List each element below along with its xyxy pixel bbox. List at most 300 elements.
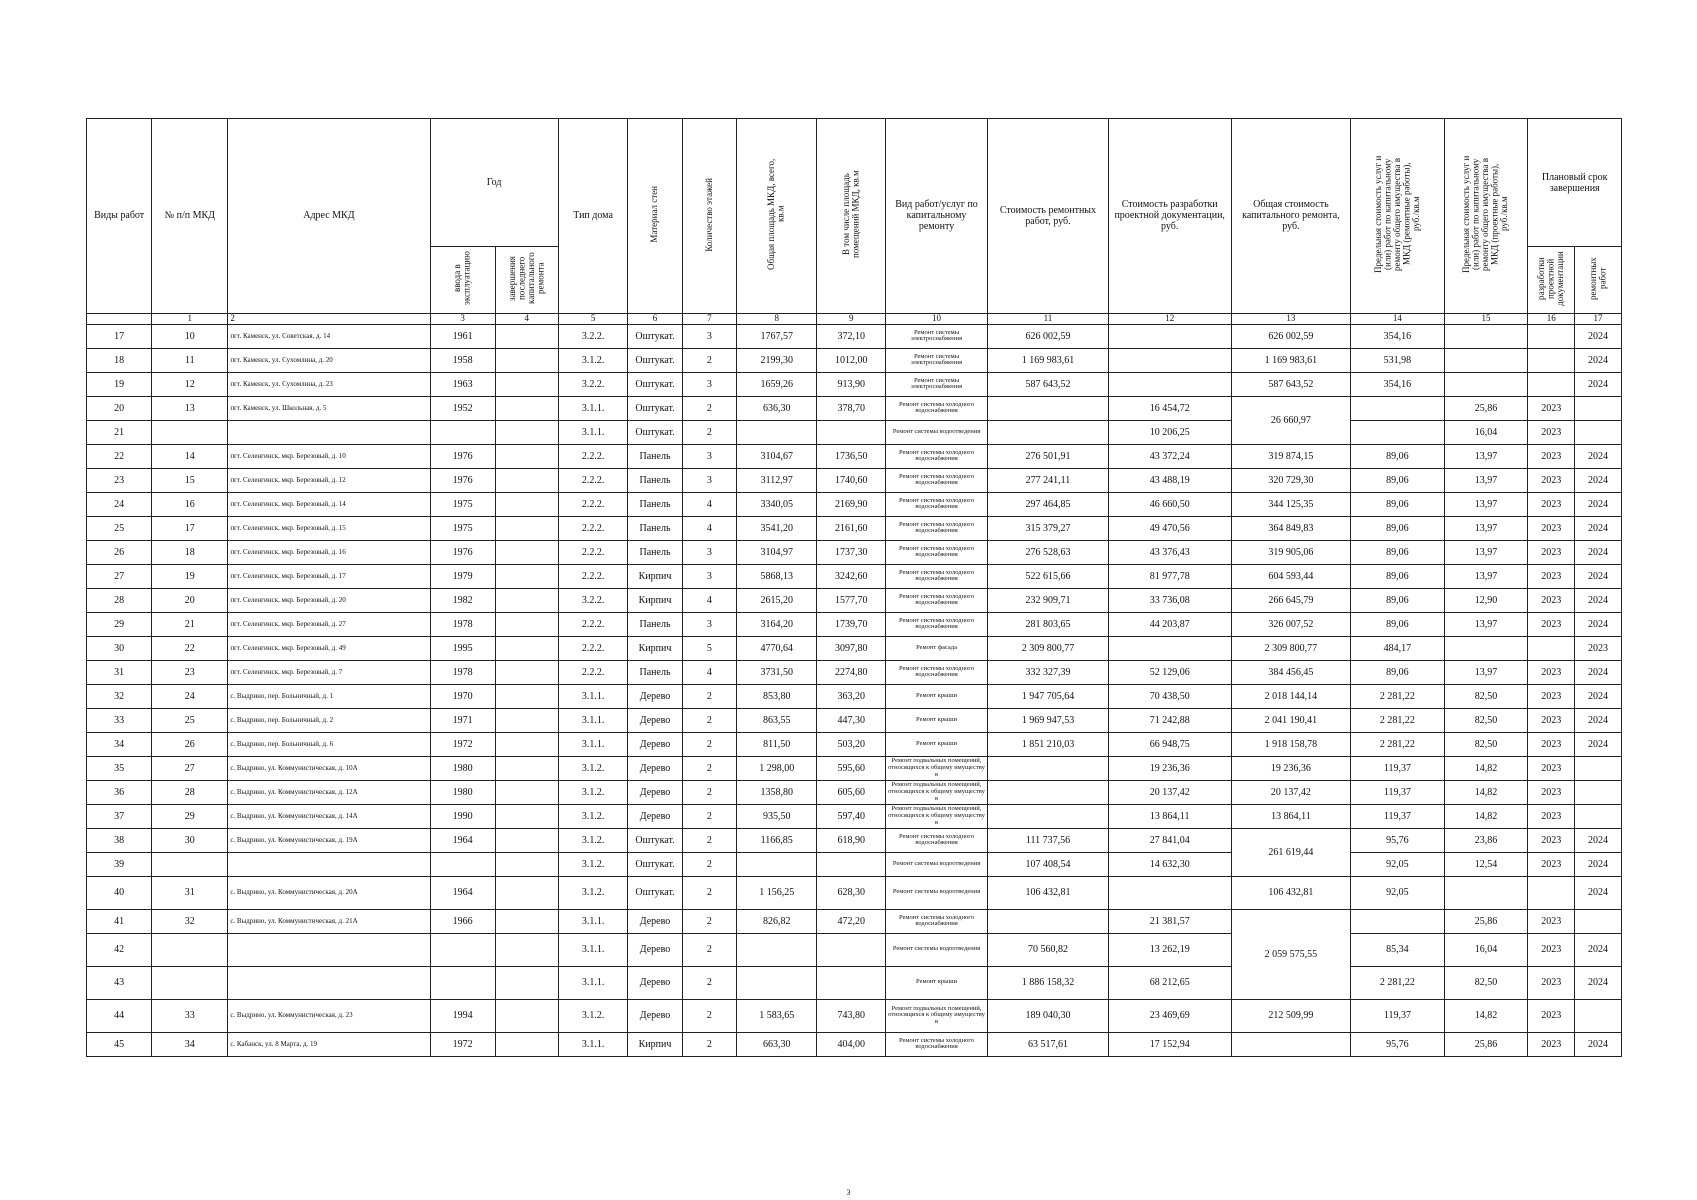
cell-work-kind: Ремонт крыши (885, 684, 987, 708)
col-number: 3 (430, 313, 495, 324)
cell-repair-cost: 587 643,52 (988, 372, 1109, 396)
cell-mkd-number: 12 (152, 372, 228, 396)
cell-wall-material: Панель (628, 660, 682, 684)
cell-limit-repair: 119,37 (1351, 756, 1444, 780)
cell-limit-design: 25,86 (1444, 1032, 1528, 1056)
cell-wall-material: Кирпич (628, 564, 682, 588)
cell-floors: 2 (682, 804, 736, 828)
cell-row-index: 45 (87, 1032, 152, 1056)
cell-address: пгт. Селенгинск, мкр. Березовый, д. 49 (228, 636, 430, 660)
cell-floors: 2 (682, 708, 736, 732)
cell-design-cost (1108, 324, 1231, 348)
cell-design-cost: 44 203,87 (1108, 612, 1231, 636)
cell-deadline-design: 2023 (1528, 828, 1575, 852)
cell-repair-cost: 70 560,82 (988, 933, 1109, 966)
cell-limit-design: 82,50 (1444, 708, 1528, 732)
cell-limit-repair: 89,06 (1351, 660, 1444, 684)
table-row (87, 372, 1622, 396)
cell-design-cost: 16 454,72 (1108, 396, 1231, 420)
cell-commission-year (430, 933, 495, 966)
cell-deadline-design: 2023 (1528, 612, 1575, 636)
cell-work-kind: Ремонт системы холодного водоснабжения (885, 1032, 987, 1056)
cell-house-type: 3.2.2. (558, 588, 628, 612)
cell-total-cost (1231, 1032, 1351, 1056)
cell-design-cost (1108, 876, 1231, 909)
page-number: 3 (846, 1188, 851, 1197)
table-body (87, 324, 1622, 1056)
cell-floors: 5 (682, 636, 736, 660)
cell-wall-material: Кирпич (628, 636, 682, 660)
cell-commission-year: 1978 (430, 660, 495, 684)
cell-mkd-number: 20 (152, 588, 228, 612)
table-row (87, 540, 1622, 564)
cell-commission-year (430, 420, 495, 444)
cell-repair-cost (988, 396, 1109, 420)
cell-total-area: 1 298,00 (737, 756, 817, 780)
cell-mkd-number (152, 420, 228, 444)
cell-commission-year: 1976 (430, 444, 495, 468)
cell-mkd-number: 18 (152, 540, 228, 564)
table-row (87, 468, 1622, 492)
cell-total-area: 1 156,25 (737, 876, 817, 909)
cell-last-repair-year (495, 660, 558, 684)
cell-floors: 2 (682, 348, 736, 372)
cell-commission-year: 1995 (430, 636, 495, 660)
cell-address: с. Выдрино, пер. Больничный, д. 2 (228, 708, 430, 732)
cell-total-area: 4770,64 (737, 636, 817, 660)
cell-total-area: 2615,20 (737, 588, 817, 612)
cell-address: пгт. Селенгинск, мкр. Березовый, д. 10 (228, 444, 430, 468)
cell-mkd-number (152, 933, 228, 966)
cell-total-area: 863,55 (737, 708, 817, 732)
cell-deadline-design: 2023 (1528, 909, 1575, 933)
cell-house-type: 2.2.2. (558, 660, 628, 684)
cell-mkd-number: 16 (152, 492, 228, 516)
cell-house-type: 2.2.2. (558, 444, 628, 468)
cell-house-type: 2.2.2. (558, 468, 628, 492)
cell-work-kind: Ремонт системы водоотведения (885, 933, 987, 966)
cell-commission-year: 1980 (430, 756, 495, 780)
cell-row-index: 39 (87, 852, 152, 876)
cell-wall-material: Дерево (628, 756, 682, 780)
header-year: Год (430, 119, 558, 247)
cell-mkd-number: 19 (152, 564, 228, 588)
cell-floors: 3 (682, 324, 736, 348)
cell-work-kind: Ремонт системы холодного водоснабжения (885, 588, 987, 612)
cell-address: с. Выдрино, ул. Коммунистическая, д. 12А (228, 780, 430, 804)
cell-house-type: 3.1.1. (558, 396, 628, 420)
cell-premises-area: 2169,90 (817, 492, 885, 516)
cell-address (228, 933, 430, 966)
cell-address: пгт. Каменск, ул. Советская, д. 14 (228, 324, 430, 348)
cell-commission-year: 1964 (430, 828, 495, 852)
cell-premises-area: 3097,80 (817, 636, 885, 660)
cell-deadline-design (1528, 324, 1575, 348)
cell-limit-design: 14,82 (1444, 804, 1528, 828)
cell-total-area: 1358,80 (737, 780, 817, 804)
cell-commission-year: 1976 (430, 540, 495, 564)
cell-premises-area: 1577,70 (817, 588, 885, 612)
cell-commission-year (430, 966, 495, 999)
cell-total-area: 3541,20 (737, 516, 817, 540)
header-repair-cost: Стоимость ремонтных работ, руб. (988, 119, 1109, 314)
cell-last-repair-year (495, 876, 558, 909)
cell-limit-design: 82,50 (1444, 732, 1528, 756)
table-row (87, 396, 1622, 420)
header-planned-deadline: Плановый срок завершения (1528, 119, 1622, 247)
cell-repair-cost: 1 886 158,32 (988, 966, 1109, 999)
cell-house-type: 3.1.1. (558, 684, 628, 708)
cell-floors: 2 (682, 1032, 736, 1056)
cell-deadline-repair: 2023 (1575, 636, 1622, 660)
cell-last-repair-year (495, 909, 558, 933)
cell-limit-repair: 119,37 (1351, 780, 1444, 804)
cell-work-kind: Ремонт системы водоотведения (885, 852, 987, 876)
cell-limit-design: 23,86 (1444, 828, 1528, 852)
cell-premises-area: 1012,00 (817, 348, 885, 372)
cell-total-area: 3340,05 (737, 492, 817, 516)
cell-premises-area: 2161,60 (817, 516, 885, 540)
cell-premises-area: 503,20 (817, 732, 885, 756)
cell-deadline-repair: 2024 (1575, 708, 1622, 732)
cell-limit-design: 12,90 (1444, 588, 1528, 612)
cell-floors: 3 (682, 612, 736, 636)
cell-last-repair-year (495, 852, 558, 876)
cell-limit-design (1444, 876, 1528, 909)
cell-commission-year: 1972 (430, 732, 495, 756)
cell-deadline-design: 2023 (1528, 516, 1575, 540)
cell-work-kind: Ремонт системы холодного водоснабжения (885, 468, 987, 492)
cell-row-index: 21 (87, 420, 152, 444)
cell-wall-material: Оштукат. (628, 396, 682, 420)
cell-address: с. Выдрино, пер. Больничный, д. 6 (228, 732, 430, 756)
cell-total-cost: 2 018 144,14 (1231, 684, 1351, 708)
cell-address: с. Выдрино, ул. Коммунистическая, д. 21А (228, 909, 430, 933)
cell-total-area: 935,50 (737, 804, 817, 828)
cell-deadline-repair (1575, 780, 1622, 804)
cell-last-repair-year (495, 444, 558, 468)
cell-wall-material: Панель (628, 468, 682, 492)
col-number: 12 (1108, 313, 1231, 324)
cell-work-kind: Ремонт подвальных помещений, относящихся к общему имуществу в (885, 756, 987, 780)
cell-premises-area: 618,90 (817, 828, 885, 852)
cell-row-index: 43 (87, 966, 152, 999)
cell-address: пгт. Селенгинск, мкр. Березовый, д. 15 (228, 516, 430, 540)
cell-deadline-repair: 2024 (1575, 966, 1622, 999)
cell-address (228, 966, 430, 999)
cell-design-cost: 43 372,24 (1108, 444, 1231, 468)
cell-design-cost: 23 469,69 (1108, 999, 1231, 1032)
cell-limit-design (1444, 636, 1528, 660)
cell-house-type: 3.1.2. (558, 852, 628, 876)
cell-deadline-design (1528, 372, 1575, 396)
cell-mkd-number: 22 (152, 636, 228, 660)
cell-deadline-design: 2023 (1528, 732, 1575, 756)
cell-design-cost: 43 376,43 (1108, 540, 1231, 564)
cell-commission-year: 1982 (430, 588, 495, 612)
cell-work-kind: Ремонт крыши (885, 732, 987, 756)
cell-premises-area: 1736,50 (817, 444, 885, 468)
table-row (87, 756, 1622, 780)
cell-address (228, 420, 430, 444)
cell-wall-material: Оштукат. (628, 324, 682, 348)
cell-wall-material: Панель (628, 516, 682, 540)
cell-address: с. Выдрино, пер. Больничный, д. 1 (228, 684, 430, 708)
cell-total-area: 1 583,65 (737, 999, 817, 1032)
col-number: 14 (1351, 313, 1444, 324)
col-number: 16 (1528, 313, 1575, 324)
cell-deadline-repair: 2024 (1575, 1032, 1622, 1056)
cell-deadline-design: 2023 (1528, 780, 1575, 804)
cell-limit-design: 13,97 (1444, 468, 1528, 492)
cell-last-repair-year (495, 708, 558, 732)
cell-mkd-number: 29 (152, 804, 228, 828)
cell-work-kind: Ремонт системы холодного водоснабжения (885, 540, 987, 564)
cell-floors: 3 (682, 444, 736, 468)
cell-deadline-repair: 2024 (1575, 660, 1622, 684)
cell-limit-design: 13,97 (1444, 660, 1528, 684)
cell-floors: 2 (682, 756, 736, 780)
cell-wall-material: Панель (628, 612, 682, 636)
cell-repair-cost: 106 432,81 (988, 876, 1109, 909)
cell-deadline-design: 2023 (1528, 396, 1575, 420)
cell-design-cost: 14 632,30 (1108, 852, 1231, 876)
table-row (87, 708, 1622, 732)
cell-repair-cost: 281 803,65 (988, 612, 1109, 636)
cell-work-kind: Ремонт системы холодного водоснабжения (885, 396, 987, 420)
cell-last-repair-year (495, 933, 558, 966)
cell-address: пгт. Селенгинск, мкр. Березовый, д. 20 (228, 588, 430, 612)
cell-repair-cost: 522 615,66 (988, 564, 1109, 588)
cell-work-kind: Ремонт системы холодного водоснабжения (885, 516, 987, 540)
cell-floors: 2 (682, 909, 736, 933)
cell-house-type: 3.1.2. (558, 348, 628, 372)
cell-total-area: 3731,50 (737, 660, 817, 684)
cell-row-index: 29 (87, 612, 152, 636)
cell-wall-material: Кирпич (628, 588, 682, 612)
cell-total-cost: 106 432,81 (1231, 876, 1351, 909)
cell-total-cost: 19 236,36 (1231, 756, 1351, 780)
cell-total-area: 1767,57 (737, 324, 817, 348)
cell-limit-design: 13,97 (1444, 564, 1528, 588)
cell-total-area: 3112,97 (737, 468, 817, 492)
cell-commission-year: 1963 (430, 372, 495, 396)
cell-limit-design (1444, 372, 1528, 396)
cell-deadline-design: 2023 (1528, 444, 1575, 468)
cell-house-type: 2.2.2. (558, 516, 628, 540)
cell-address: пгт. Селенгинск, мкр. Березовый, д. 16 (228, 540, 430, 564)
cell-wall-material: Дерево (628, 780, 682, 804)
table-row (87, 324, 1622, 348)
cell-house-type: 2.2.2. (558, 540, 628, 564)
cell-premises-area: 595,60 (817, 756, 885, 780)
table-row (87, 516, 1622, 540)
cell-total-area: 663,30 (737, 1032, 817, 1056)
cell-work-kind: Ремонт системы холодного водоснабжения (885, 564, 987, 588)
cell-total-cost: 384 456,45 (1231, 660, 1351, 684)
cell-deadline-repair: 2024 (1575, 348, 1622, 372)
header-limit-design: Предельная стоимость услуг и (или) работ по капитальному ремонту общего имущества в МКД (проектные работы), руб./кв.м (1444, 119, 1528, 314)
cell-limit-repair: 92,05 (1351, 876, 1444, 909)
capital-repair-table (86, 118, 1622, 1057)
table-row (87, 999, 1622, 1032)
cell-commission-year: 1978 (430, 612, 495, 636)
cell-total-area (737, 933, 817, 966)
header-row-numbers (87, 313, 1622, 324)
cell-last-repair-year (495, 780, 558, 804)
cell-commission-year: 1952 (430, 396, 495, 420)
cell-wall-material: Оштукат. (628, 852, 682, 876)
cell-last-repair-year (495, 684, 558, 708)
cell-design-cost: 27 841,04 (1108, 828, 1231, 852)
cell-premises-area: 372,10 (817, 324, 885, 348)
table-row (87, 684, 1622, 708)
cell-total-cost: 344 125,35 (1231, 492, 1351, 516)
cell-deadline-repair: 2024 (1575, 828, 1622, 852)
cell-deadline-design: 2023 (1528, 588, 1575, 612)
cell-last-repair-year (495, 468, 558, 492)
cell-repair-cost: 276 501,91 (988, 444, 1109, 468)
cell-deadline-design: 2023 (1528, 999, 1575, 1032)
cell-deadline-repair: 2024 (1575, 933, 1622, 966)
cell-total-area: 5868,13 (737, 564, 817, 588)
header-work-kind: Вид работ/услуг по капитальному ремонту (885, 119, 987, 314)
cell-row-index: 27 (87, 564, 152, 588)
cell-design-cost: 70 438,50 (1108, 684, 1231, 708)
cell-repair-cost: 276 528,63 (988, 540, 1109, 564)
cell-design-cost: 21 381,57 (1108, 909, 1231, 933)
cell-limit-repair: 89,06 (1351, 588, 1444, 612)
cell-mkd-number: 27 (152, 756, 228, 780)
cell-mkd-number: 10 (152, 324, 228, 348)
cell-deadline-design: 2023 (1528, 564, 1575, 588)
cell-commission-year: 1980 (430, 780, 495, 804)
col-number: 10 (885, 313, 987, 324)
cell-house-type: 3.1.1. (558, 708, 628, 732)
cell-work-kind: Ремонт системы водоотведения (885, 420, 987, 444)
cell-row-index: 31 (87, 660, 152, 684)
cell-row-index: 18 (87, 348, 152, 372)
cell-row-index: 35 (87, 756, 152, 780)
cell-house-type: 2.2.2. (558, 636, 628, 660)
cell-commission-year (430, 852, 495, 876)
cell-address: пгт. Селенгинск, мкр. Березовый, д. 17 (228, 564, 430, 588)
cell-deadline-design: 2023 (1528, 708, 1575, 732)
cell-repair-cost (988, 420, 1109, 444)
cell-work-kind: Ремонт системы холодного водоснабжения (885, 492, 987, 516)
cell-house-type: 3.1.1. (558, 933, 628, 966)
cell-premises-area (817, 966, 885, 999)
cell-mkd-number: 26 (152, 732, 228, 756)
cell-limit-design: 82,50 (1444, 966, 1528, 999)
cell-deadline-design: 2023 (1528, 660, 1575, 684)
cell-mkd-number: 30 (152, 828, 228, 852)
cell-total-area: 1659,26 (737, 372, 817, 396)
cell-house-type: 2.2.2. (558, 492, 628, 516)
cell-wall-material: Дерево (628, 933, 682, 966)
cell-house-type: 3.1.2. (558, 876, 628, 909)
cell-deadline-repair: 2024 (1575, 516, 1622, 540)
cell-deadline-repair: 2024 (1575, 564, 1622, 588)
cell-commission-year: 1975 (430, 516, 495, 540)
cell-total-cost: 2 041 190,41 (1231, 708, 1351, 732)
cell-wall-material: Оштукат. (628, 876, 682, 909)
cell-commission-year: 1970 (430, 684, 495, 708)
cell-limit-design: 25,86 (1444, 909, 1528, 933)
cell-design-cost: 20 137,42 (1108, 780, 1231, 804)
cell-premises-area: 913,90 (817, 372, 885, 396)
cell-last-repair-year (495, 564, 558, 588)
header-deadline-design: разработки проектной документации (1528, 247, 1575, 314)
cell-limit-repair: 89,06 (1351, 468, 1444, 492)
cell-wall-material: Панель (628, 444, 682, 468)
cell-mkd-number: 15 (152, 468, 228, 492)
table-row (87, 588, 1622, 612)
cell-limit-design: 13,97 (1444, 516, 1528, 540)
cell-house-type: 3.1.2. (558, 780, 628, 804)
cell-last-repair-year (495, 999, 558, 1032)
cell-limit-repair: 354,16 (1351, 372, 1444, 396)
cell-total-cost: 319 874,15 (1231, 444, 1351, 468)
cell-deadline-design: 2023 (1528, 492, 1575, 516)
cell-house-type: 3.1.2. (558, 828, 628, 852)
cell-wall-material: Дерево (628, 684, 682, 708)
cell-premises-area: 605,60 (817, 780, 885, 804)
cell-premises-area (817, 852, 885, 876)
cell-total-area (737, 966, 817, 999)
cell-floors: 3 (682, 468, 736, 492)
col-number: 6 (628, 313, 682, 324)
cell-mkd-number: 31 (152, 876, 228, 909)
cell-floors: 2 (682, 396, 736, 420)
cell-deadline-repair: 2024 (1575, 324, 1622, 348)
cell-premises-area: 2274,80 (817, 660, 885, 684)
cell-limit-repair: 2 281,22 (1351, 966, 1444, 999)
header-floors: Количество этажей (682, 119, 736, 314)
cell-limit-repair: 95,76 (1351, 828, 1444, 852)
cell-total-cost: 587 643,52 (1231, 372, 1351, 396)
cell-design-cost: 13 262,19 (1108, 933, 1231, 966)
cell-row-index: 19 (87, 372, 152, 396)
cell-repair-cost (988, 780, 1109, 804)
cell-row-index: 22 (87, 444, 152, 468)
cell-last-repair-year (495, 516, 558, 540)
cell-mkd-number: 14 (152, 444, 228, 468)
table-row (87, 852, 1622, 876)
cell-repair-cost: 63 517,61 (988, 1032, 1109, 1056)
table-row (87, 909, 1622, 933)
cell-address: пгт. Селенгинск, мкр. Березовый, д. 12 (228, 468, 430, 492)
cell-limit-design: 13,97 (1444, 444, 1528, 468)
cell-limit-repair: 89,06 (1351, 612, 1444, 636)
cell-address: пгт. Селенгинск, мкр. Березовый, д. 14 (228, 492, 430, 516)
cell-mkd-number: 25 (152, 708, 228, 732)
cell-design-cost (1108, 636, 1231, 660)
table-row (87, 420, 1622, 444)
cell-deadline-design (1528, 348, 1575, 372)
cell-design-cost: 10 206,25 (1108, 420, 1231, 444)
table-row (87, 492, 1622, 516)
cell-repair-cost: 626 002,59 (988, 324, 1109, 348)
cell-wall-material: Панель (628, 540, 682, 564)
cell-floors: 2 (682, 828, 736, 852)
cell-design-cost: 68 212,65 (1108, 966, 1231, 999)
cell-work-kind: Ремонт системы водоотведения (885, 876, 987, 909)
cell-work-kind: Ремонт крыши (885, 708, 987, 732)
cell-design-cost: 71 242,88 (1108, 708, 1231, 732)
cell-floors: 2 (682, 420, 736, 444)
cell-limit-design: 14,82 (1444, 780, 1528, 804)
